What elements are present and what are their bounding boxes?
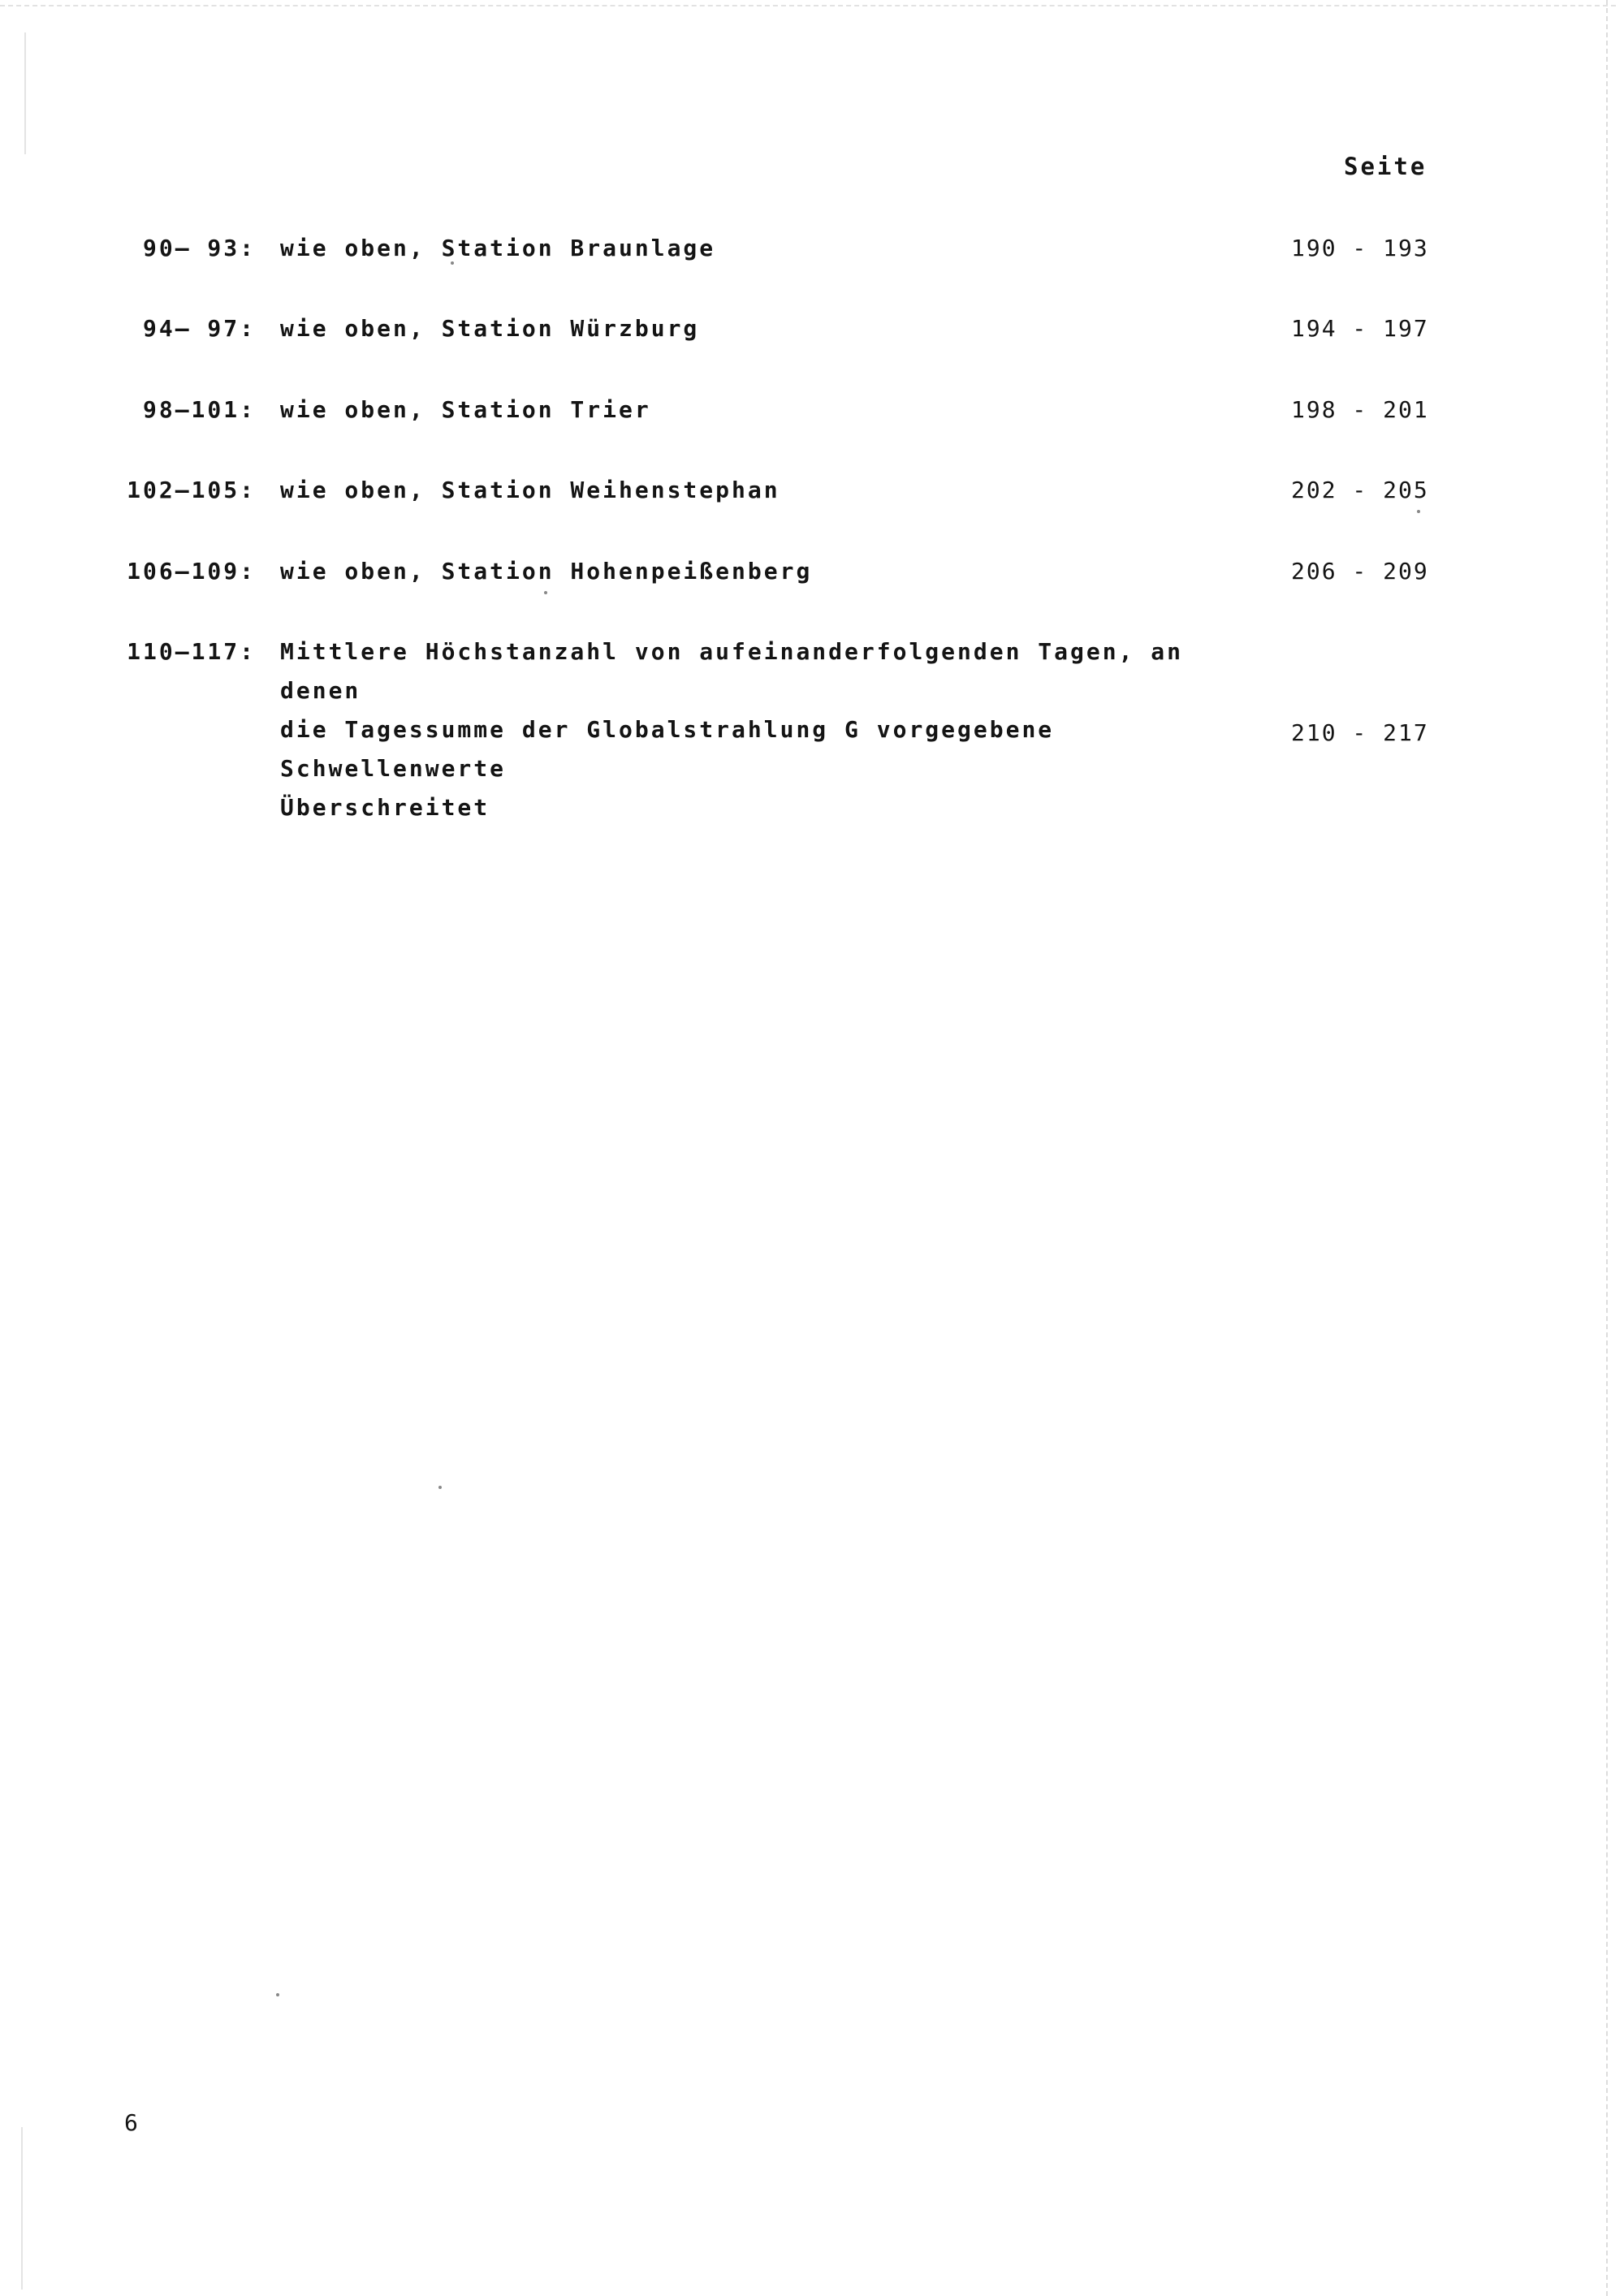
entry-text: wie oben, Station Weihenstephan (280, 477, 780, 503)
scan-edge-left (21, 2127, 23, 2290)
entry-pages: 210 - 217 (1291, 719, 1429, 746)
scan-edge-top (0, 5, 1616, 6)
entry-pages: 190 - 193 (1291, 235, 1429, 261)
entry-text: wie oben, Station Braunlage (280, 235, 716, 261)
entry-text: wie oben, Station Würzburg (280, 315, 700, 342)
scan-speck (1417, 510, 1420, 513)
entry-pages: 202 - 205 (1291, 477, 1429, 503)
entry-pages: 206 - 209 (1291, 558, 1429, 585)
page-number: 6 (124, 2109, 138, 2136)
entry-range: 110–117: (127, 638, 256, 665)
scan-speck (276, 1993, 279, 1996)
scan-speck (438, 1486, 442, 1489)
entry-text: wie oben, Station Trier (280, 396, 651, 423)
entry-range: 102–105: (127, 477, 256, 503)
entry-range: 94– 97: (142, 315, 256, 342)
entry-pages: 194 - 197 (1291, 315, 1429, 342)
scan-edge-left (24, 32, 26, 154)
entry-range: 98–101: (142, 396, 256, 423)
entry-range: 90– 93: (142, 235, 256, 261)
scan-edge-right (1606, 0, 1608, 2296)
scan-speck (451, 261, 454, 265)
page-column-heading: Seite (1344, 153, 1427, 180)
entry-range: 106–109: (127, 558, 256, 585)
entry-pages: 198 - 201 (1291, 396, 1429, 423)
entry-text: wie oben, Station Hohenpeißenberg (280, 558, 813, 585)
scan-speck (544, 591, 547, 594)
entry-text: Mittlere Höchstanzahl von aufeinanderfolgenden Tagen, an denen die Tagessumme der Globalstrahlung G vorgegebene Schwellenwerte Überschreitet (280, 638, 1184, 821)
